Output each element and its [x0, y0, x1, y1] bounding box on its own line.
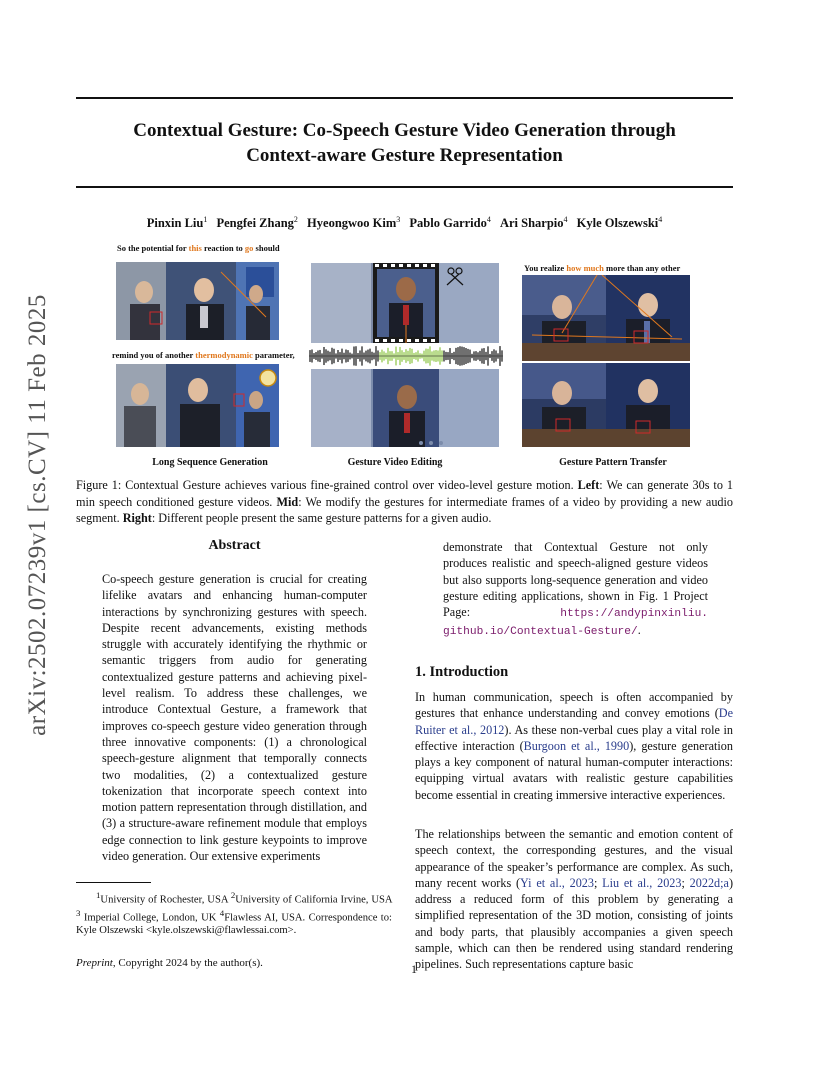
label-video-editing: Gesture Video Editing — [347, 457, 443, 468]
pattern-transfer-frames-bottom — [522, 363, 690, 447]
pattern-transfer-frames-top — [522, 275, 690, 361]
title-line-2: Context-aware Gesture Representation — [246, 145, 563, 166]
figure-caption: Figure 1: Contextual Gesture achieves various fine-grained control over video-level gesture motion. Left: We can generate 30s to 1 min speech conditioned gesture videos. Mid: We modify the gestures for intermediate frames of a video by providing a new audio segment. Right: Different people present the same gesture patterns for a given audio. — [76, 478, 733, 525]
right-top-speech-text: You realize how much more than any other — [524, 263, 681, 273]
author: Pengfei Zhang$^2$ — [216, 215, 298, 231]
affiliations-footnote: $^1$University of Rochester, USA $^2$University of California Irvine, USA $^3$ Imperial College, London, UK $^4$Flawless AI, USA. Correspondence to: Kyle Olszewski <kyle.olszewski@flawlessai.com>. — [76, 890, 392, 937]
author: Hyeongwoo Kim$^3$ — [307, 215, 401, 231]
video-editing-frames-bottom — [311, 369, 499, 447]
author: Kyle Olszewski$^4$ — [576, 215, 663, 231]
title-line-1: Contextual Gesture: Co-Speech Gesture Video Generation through — [133, 120, 676, 141]
introduction-heading: 1. Introduction — [415, 664, 509, 680]
page-number: 1 — [411, 962, 417, 976]
author: Pinxin Liu$^1$ — [146, 215, 208, 231]
video-editing-frames-top — [311, 263, 499, 343]
citation-link[interactable]: 2022d;a — [689, 875, 729, 890]
citation-link[interactable]: De Ruiter et al., 2012 — [415, 706, 733, 737]
abstract-heading: Abstract — [208, 538, 261, 553]
author-list — [76, 215, 733, 231]
preprint-notice: Preprint, Copyright 2024 by the author(s). — [76, 957, 263, 969]
citation-link[interactable]: Burgoon et al., 1990 — [523, 738, 630, 753]
abstract-continued: demonstrate that Contextual Gesture not only produces realistic and speech-aligned gesture videos but also supports long-sequence generation and video gesture editing applications, shown in Fig. 1 Project Page: https://andypinxinliu. github.io/Contextual-Gesture/. — [443, 540, 708, 639]
left-mid-speech-text: remind you of another thermodynamic parameter, — [112, 350, 295, 360]
citation-link[interactable]: Yi et al., 2023 — [520, 875, 594, 890]
author: Ari Sharpio$^4$ — [499, 215, 568, 231]
audio-waveform — [309, 346, 503, 366]
abstract-text: Co-speech gesture generation is crucial for creating lifelike avatars and enhancing human-computer interactions by synchronizing gestures with speech. Despite recent advancements, existing methods struggle with accurately identifying the rhythmic or semantic triggers from audio for generating contextualized gesture patterns and achieving pixel-level realism. To address these challenges, we introduce Contextual Gesture, a framework that improves co-speech gesture video generation through three innovative components: (1) a chronological speech-gesture alignment that temporally connects two modalities, (2) a contextualized gesture tokenization that incorporate speech context into motion pattern representation through distillation, and (3) a structure-aware refinement module that employs edge connection to link gesture keypoints to improve video generation. Our extensive experiments — [102, 572, 367, 864]
title-rule — [76, 186, 733, 188]
citation-link[interactable]: Liu et al., 2023 — [602, 875, 682, 890]
long-sequence-frames-bottom — [116, 364, 279, 447]
arxiv-side-label: arXiv:2502.07239v1 [cs.CV] 11 Feb 2025 — [24, 294, 51, 736]
project-url-link[interactable]: https://andypinxinliu. github.io/Contextual-Gesture/ — [443, 608, 708, 639]
paper-title — [76, 118, 733, 168]
top-rule — [76, 97, 733, 99]
footnote-rule — [76, 882, 151, 883]
intro-paragraph-2: The relationships between the semantic and emotion content of speech context, the corresponding gestures, and the visual appearance of the speaker’s performance are complex. As such, many recent works (Yi et al., 2023; Liu et al., 2023; 2022d;a) address a reduced form of this problem by generating a simplified representation of the 3D motion, consisting of joints and body parts, that plausibly accompanies a given speech sample, which can then be rendered using standard rendering pipelines. Such representations capture basic — [415, 827, 733, 972]
label-long-sequence: Long Sequence Generation — [152, 457, 268, 468]
long-sequence-frames-top — [116, 262, 279, 340]
label-pattern-transfer: Gesture Pattern Transfer — [559, 457, 667, 468]
author: Pablo Garrido$^4$ — [409, 215, 491, 231]
left-top-speech-text: So the potential for this reaction to go should — [117, 243, 280, 253]
intro-paragraph-1: In human communication, speech is often accompanied by gestures that enhance understanding and convey emotions (De Ruiter et al., 2012). As these non-verbal cues play a vital role in effective interaction (Burgoon et al., 1990), gesture generation plays a key component of natural human-computer interactions: equipping virtual avatars with realistic gesture capabilities become essential in creating immersive interactive experiences. — [415, 690, 733, 802]
